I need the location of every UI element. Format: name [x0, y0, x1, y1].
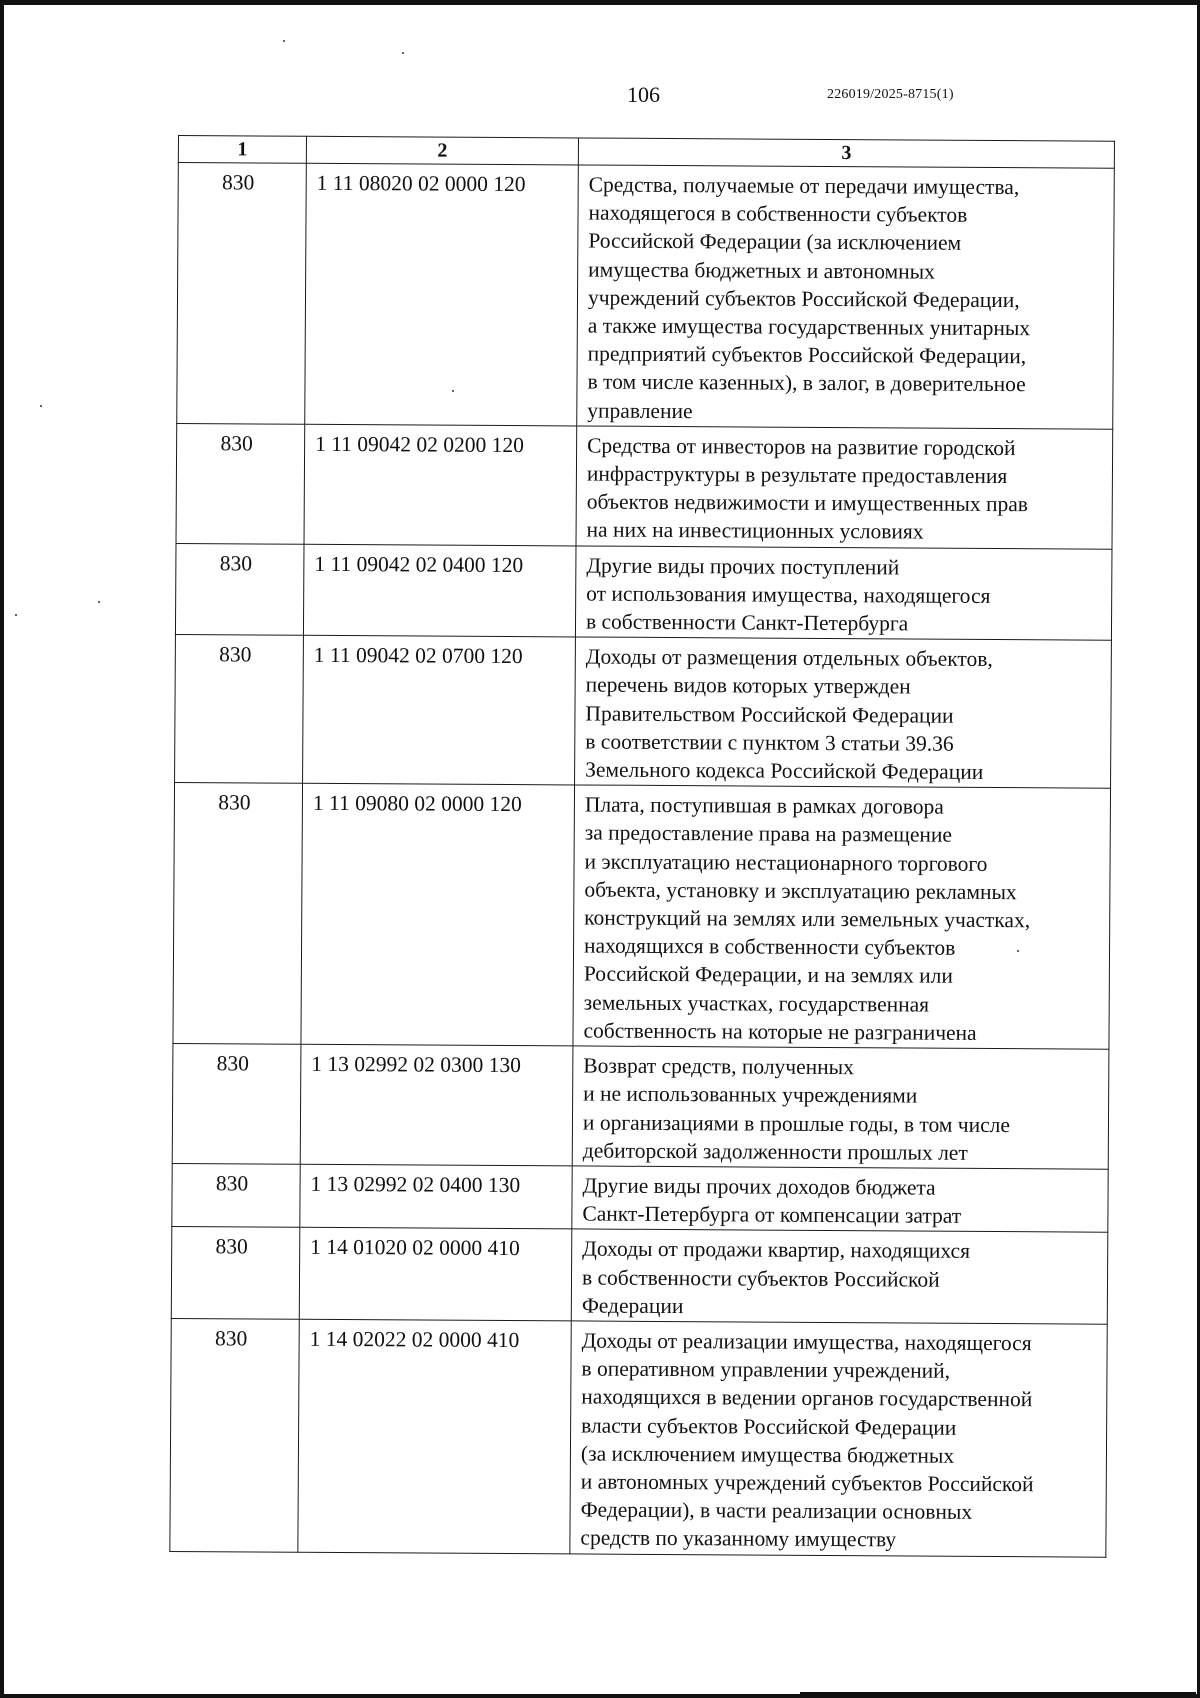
description-line: имущества бюджетных и автономных: [588, 257, 935, 284]
description-line: Санкт-Петербурга от компенсации затрат: [582, 1201, 962, 1228]
column-header-1: 1: [178, 136, 306, 164]
revenue-description-cell: [576, 426, 1113, 549]
budget-classification-code-cell: 1 13 02992 02 0400 130: [300, 1164, 572, 1229]
description-line: и автономных учреждений субъектов Российской: [580, 1469, 1034, 1497]
description-line: перечень видов которых утвержден: [585, 672, 911, 699]
scan-speck: [98, 601, 100, 603]
description-line: находящихся в собственности субъектов: [583, 933, 956, 961]
description-line: в собственности субъектов Российской: [581, 1265, 940, 1292]
description-line: Федерации: [581, 1293, 684, 1318]
description-line: объектов недвижимости и имущественных прав: [586, 489, 1029, 517]
description-line: Средства от инвесторов на развитие городской: [587, 433, 1016, 460]
revenue-description-cell: [570, 1321, 1107, 1557]
description-line: за предоставление права на размещение: [584, 820, 953, 848]
table-row: [175, 543, 1112, 640]
column-header-3: 3: [578, 138, 1114, 168]
budget-classification-code-cell: 1 11 09042 02 0400 120: [303, 544, 576, 637]
revenue-description-cell: [573, 785, 1111, 1049]
table-row: [175, 635, 1112, 789]
description-line: средств по указанному имуществу: [580, 1525, 897, 1552]
description-line: Другие виды прочих поступлений: [586, 553, 900, 580]
revenue-description-cell: [572, 1046, 1109, 1169]
description-line: а также имущества государственных унитарных: [587, 313, 1031, 341]
document-number: 226019/2025-8715(1): [827, 87, 954, 102]
description-line: в оперативном управлении учреждений,: [581, 1356, 951, 1383]
revenue-codes-table: [169, 135, 1115, 1557]
budget-classification-code-cell: 1 11 09080 02 0000 120: [301, 784, 575, 1046]
description-line: в соответствии с пунктом 3 статьи 39.36: [585, 729, 954, 756]
revenue-description-cell: [575, 637, 1112, 788]
description-line: Возврат средств, полученных: [583, 1053, 854, 1080]
description-line: Федерации), в части реализации основных: [580, 1497, 973, 1525]
budget-classification-code-cell: 1 13 02992 02 0300 130: [300, 1044, 573, 1165]
admin-code-cell: 830: [170, 1318, 299, 1551]
revenue-description-cell: [575, 546, 1112, 641]
scan-speck: [15, 614, 17, 616]
description-line: управление: [587, 398, 693, 423]
description-line: в собственности Санкт-Петербурга: [585, 609, 909, 636]
description-line: учреждений субъектов Российской Федерации,: [587, 285, 1020, 312]
description-line: Средства, получаемые от передачи имущества,: [588, 172, 1020, 200]
budget-classification-code-cell: 1 11 09042 02 0200 120: [304, 424, 577, 545]
admin-code-cell: 830: [173, 783, 303, 1045]
table-row: [171, 1227, 1108, 1324]
description-line: земельных участках, государственная: [583, 990, 930, 1017]
revenue-description-cell: [571, 1229, 1108, 1324]
table-row: [170, 1318, 1107, 1556]
description-line: дебиторской задолженности прошлых лет: [582, 1138, 968, 1165]
description-line: Доходы от реализации имущества, находящегося: [581, 1328, 1032, 1356]
description-line: Правительством Российской Федерации: [585, 701, 954, 728]
table-body: [170, 163, 1114, 1557]
admin-code-cell: 830: [171, 1227, 300, 1319]
admin-code-cell: 830: [172, 1163, 300, 1227]
admin-code-cell: 830: [172, 1044, 301, 1165]
description-line: (за исключением имущества бюджетных: [580, 1441, 955, 1468]
description-line: и организациями в прошлые годы, в том числе: [582, 1109, 1011, 1137]
description-line: в том числе казенных), в залог, в доверительное: [587, 369, 1026, 397]
description-line: Плата, поступившая в рамках договора: [584, 792, 944, 819]
revenue-description-cell: [572, 1166, 1108, 1233]
scan-edge-mark: [800, 1692, 1196, 1695]
description-line: Российской Федерации, и на землях или: [583, 961, 954, 989]
description-line: власти субъектов Российской Федерации: [581, 1413, 957, 1440]
table-row: [177, 163, 1115, 430]
scan-speck: [402, 52, 404, 54]
description-line: и эксплуатацию нестационарного торгового: [584, 849, 988, 876]
scan-speck: [283, 40, 285, 42]
description-line: предприятий субъектов Российской Федерации,: [587, 341, 1027, 369]
table-row: [176, 423, 1113, 549]
description-line: Земельного кодекса Российской Федерации: [585, 757, 984, 784]
description-line: собственность на которые не разграничена: [583, 1018, 977, 1045]
revenue-description-cell: [577, 165, 1115, 429]
description-line: Доходы от продажи квартир, находящихся: [582, 1236, 971, 1264]
page-number: 106: [627, 82, 660, 107]
column-header-2: 2: [306, 136, 578, 165]
description-line: Российской Федерации (за исключением: [588, 228, 962, 256]
budget-classification-code-cell: 1 11 09042 02 0700 120: [303, 636, 576, 786]
budget-classification-code-cell: 1 14 02022 02 0000 410: [298, 1319, 571, 1553]
table-row: [172, 1044, 1109, 1170]
table-row: [173, 783, 1111, 1050]
description-line: на них на инвестиционных условиях: [586, 517, 924, 544]
description-line: конструкций на землях или земельных участках,: [584, 905, 1031, 933]
admin-code-cell: 830: [175, 635, 304, 784]
description-line: находящихся в ведении органов государственной: [581, 1384, 1033, 1412]
description-line: Доходы от размещения отдельных объектов,: [585, 644, 993, 672]
description-line: инфраструктуры в результате предоставления: [586, 461, 1008, 489]
description-line: находящегося в собственности субъектов: [588, 200, 968, 228]
revenue-codes-table-wrapper: [169, 135, 1114, 1557]
description-line: Другие виды прочих доходов бюджета: [582, 1173, 936, 1200]
budget-classification-code-cell: 1 11 08020 02 0000 120: [305, 163, 579, 425]
table-row: [172, 1163, 1108, 1232]
admin-code-cell: 830: [175, 543, 304, 635]
description-line: и не использованных учреждениями: [583, 1081, 918, 1108]
admin-code-cell: 830: [176, 423, 305, 544]
description-line: от использования имущества, находящегося: [586, 581, 991, 608]
scan-speck: [40, 405, 42, 407]
budget-classification-code-cell: 1 14 01020 02 0000 410: [299, 1228, 572, 1321]
admin-code-cell: 830: [177, 163, 307, 425]
description-line: объекта, установку и эксплуатацию рекламных: [584, 877, 1017, 905]
